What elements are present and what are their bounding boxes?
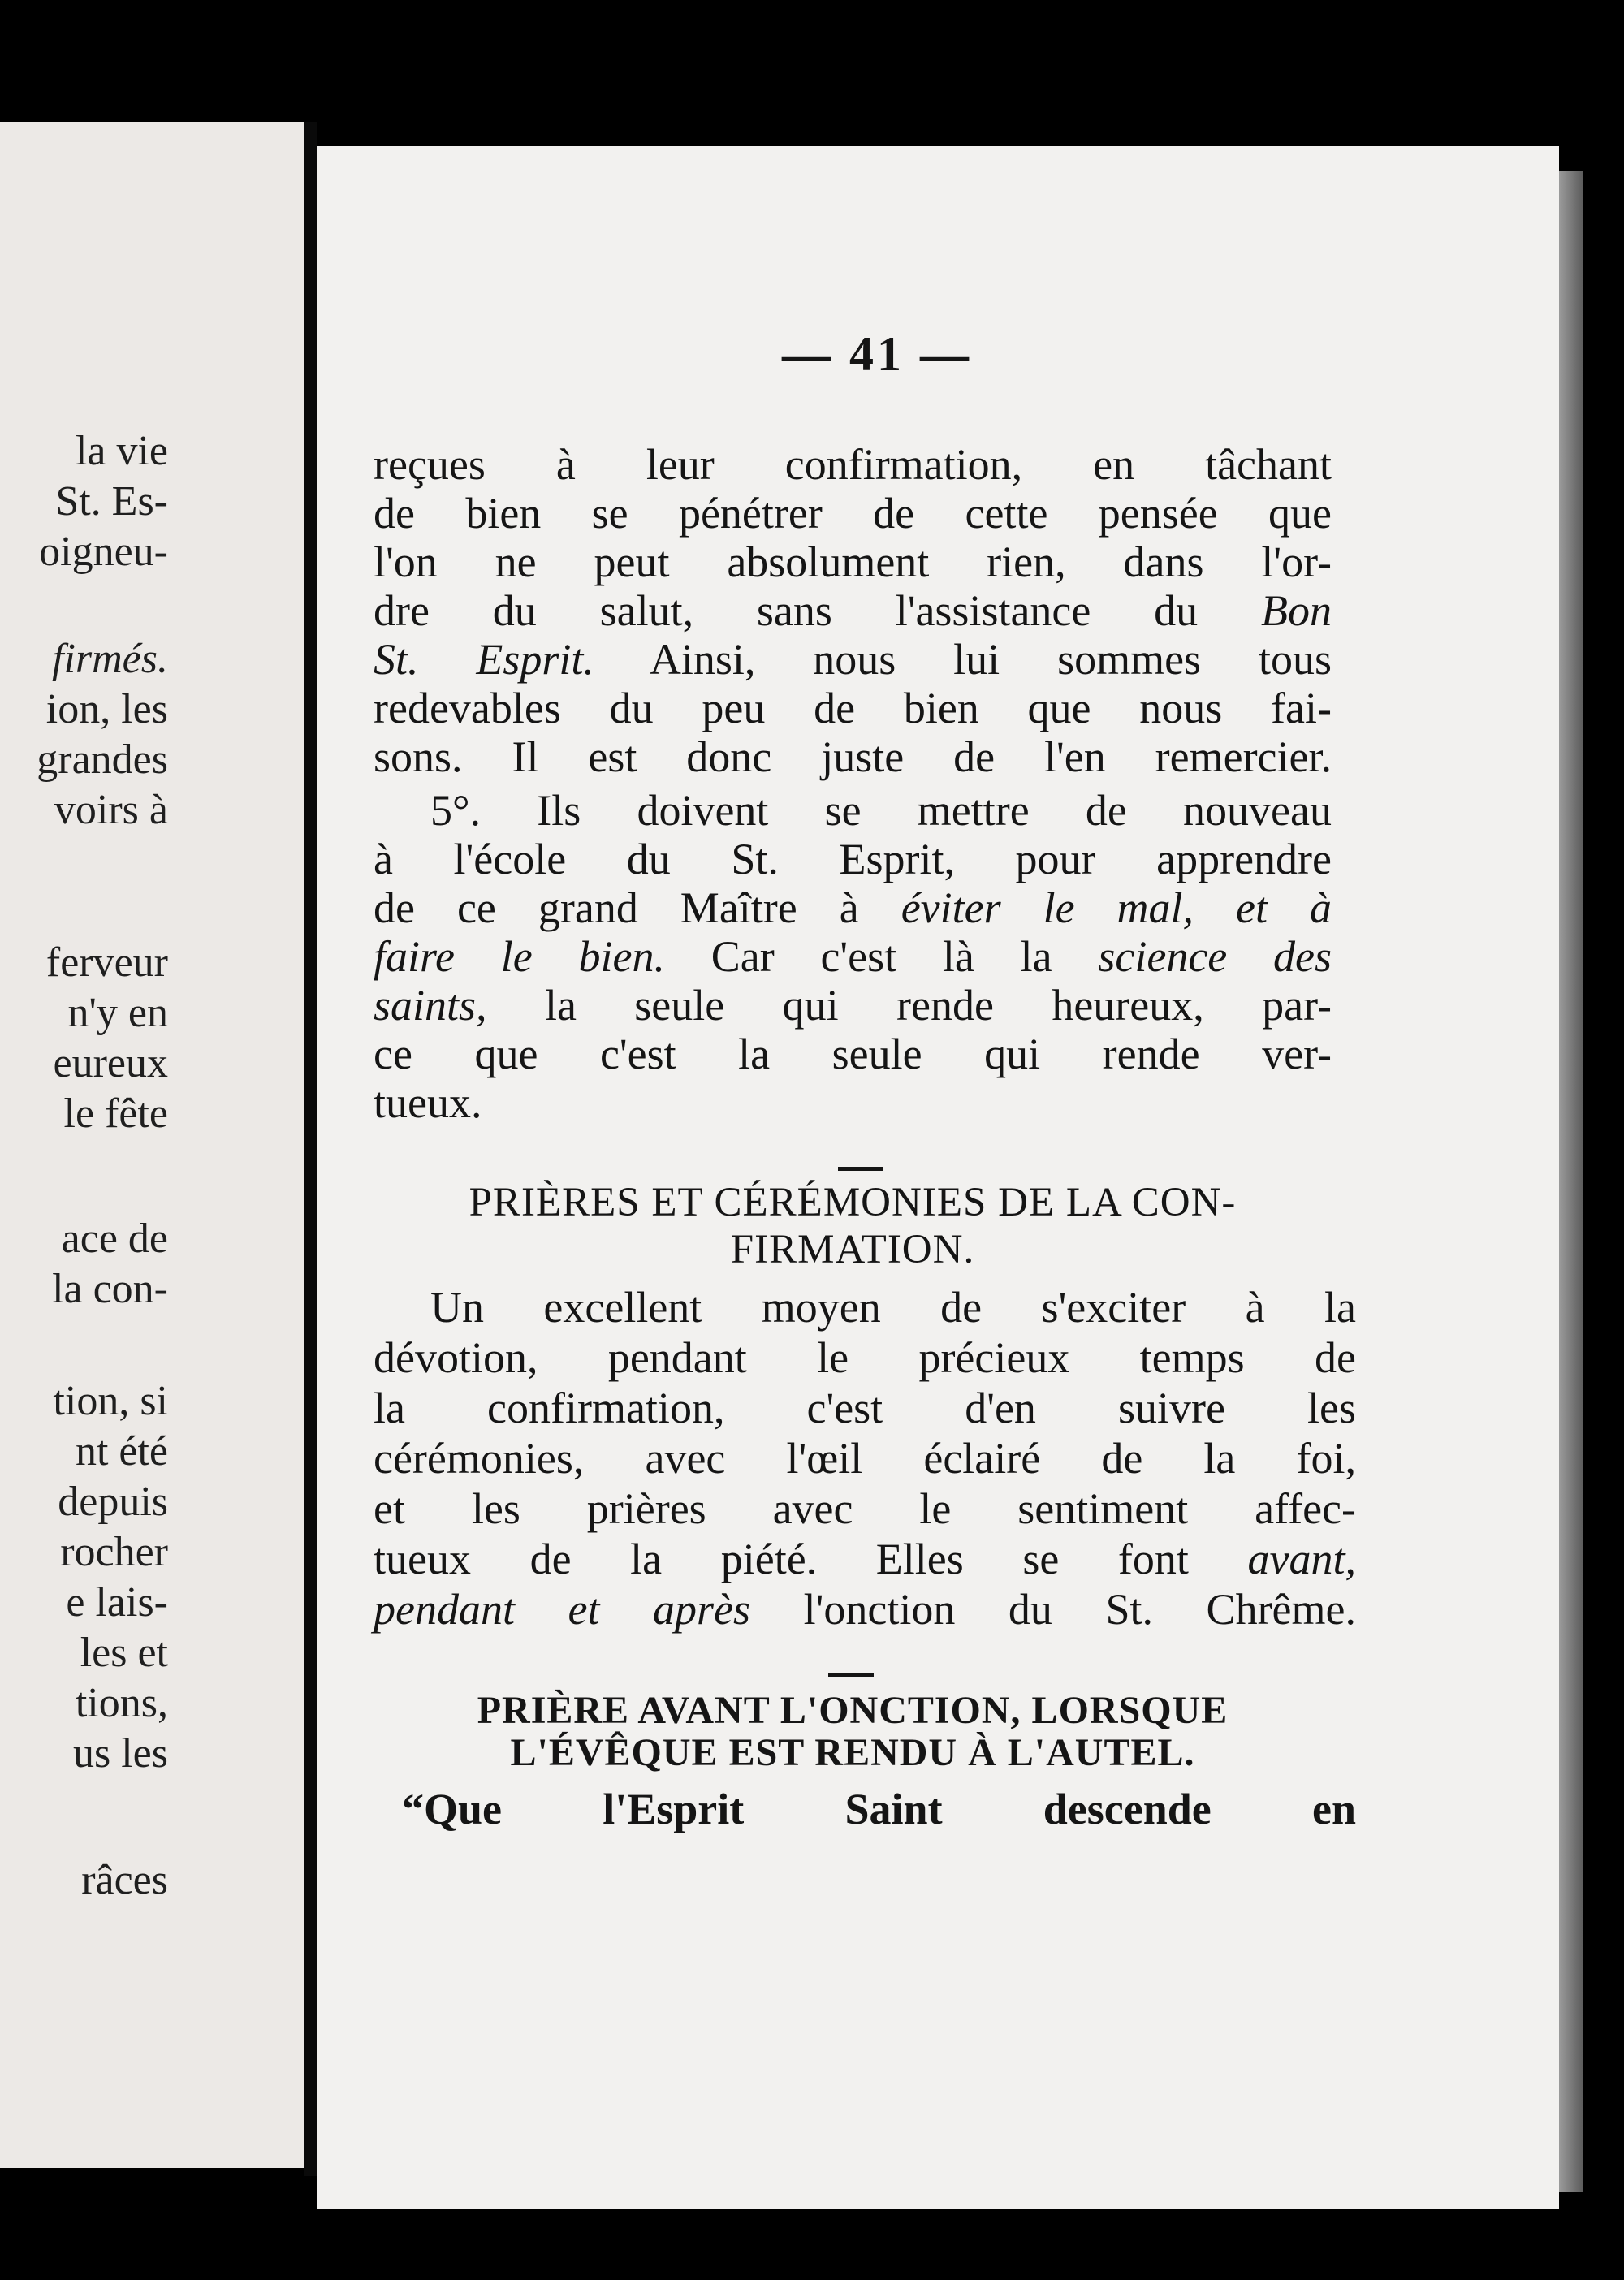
text-span: tueux de la piété. Elles se font — [374, 1535, 1189, 1583]
left-fragment: tions, — [75, 1680, 168, 1726]
italic-span: faire le bien. — [374, 932, 665, 981]
left-fragment: St. Es- — [55, 478, 168, 525]
italic-span: St. Esprit. — [374, 635, 594, 684]
left-fragment: us les — [73, 1730, 168, 1777]
text-line: “Que l'Esprit Saint descende en — [402, 1785, 1356, 1833]
page-number: — 41 — — [782, 327, 972, 381]
italic-span: saints, — [374, 981, 487, 1030]
left-fragment: nt été — [75, 1428, 168, 1475]
text-line: sons. Il est donc juste de l'en remercier. — [374, 732, 1332, 781]
left-fragment: ace de — [61, 1216, 168, 1262]
left-fragment: rocher — [60, 1529, 168, 1575]
left-fragment: ion, les — [45, 686, 168, 732]
left-fragment: la vie — [75, 428, 168, 474]
italic-span: avant, — [1247, 1535, 1357, 1583]
text-span: de ce grand Maître à — [374, 883, 859, 932]
text-line — [374, 883, 1332, 932]
text-line — [374, 932, 1332, 981]
text-line — [374, 635, 1332, 684]
text-line: dévotion, pendant le précieux temps de — [374, 1333, 1356, 1382]
text-span: dre du salut, sans l'assistance du — [374, 586, 1199, 635]
section-heading: L'ÉVÊQUE EST RENDU À L'AUTEL. — [510, 1731, 1195, 1774]
page-edge — [1559, 171, 1583, 2192]
left-fragment: râces — [81, 1857, 168, 1903]
italic-span: éviter le mal, et à — [901, 883, 1332, 932]
left-fragment: les et — [80, 1630, 168, 1676]
left-fragment: voirs à — [54, 787, 168, 833]
text-line: et les prières avec le sentiment affec- — [374, 1484, 1356, 1533]
section-heading: PRIÈRES ET CÉRÉMONIES DE LA CON- — [469, 1180, 1237, 1225]
text-line — [374, 981, 1332, 1030]
text-line: redevables du peu de bien que nous fai- — [374, 684, 1332, 732]
text-line: cérémonies, avec l'œil éclairé de la foi, — [374, 1434, 1356, 1483]
text-line — [374, 1585, 1356, 1634]
italic-span: science des — [1098, 932, 1332, 981]
left-fragment: tion, si — [53, 1378, 168, 1424]
italic-span: pendant et après — [374, 1585, 751, 1634]
text-line: 5°. Ils doivent se mettre de nouveau — [430, 786, 1332, 835]
left-fragment: grandes — [37, 736, 168, 783]
text-line: l'on ne peut absolument rien, dans l'or- — [374, 538, 1332, 586]
text-line: la confirmation, c'est d'en suivre les — [374, 1384, 1356, 1432]
text-line: reçues à leur confirmation, en tâchant — [374, 440, 1332, 489]
left-fragment: le fête — [63, 1090, 168, 1137]
left-fragment: firmés. — [52, 636, 168, 682]
section-heading: FIRMATION. — [730, 1227, 975, 1272]
text-line: Un excellent moyen de s'exciter à la — [430, 1283, 1356, 1332]
text-span: la seule qui rende heureux, par- — [544, 981, 1332, 1030]
text-span: l'onction du St. Chrême. — [803, 1585, 1356, 1634]
left-fragment: depuis — [58, 1479, 168, 1525]
section-rule — [828, 1673, 874, 1677]
left-fragment: e lais- — [66, 1579, 168, 1626]
left-fragment: la con- — [52, 1266, 168, 1312]
left-fragment: n'y en — [67, 990, 168, 1036]
text-line: de bien se pénétrer de cette pensée que — [374, 489, 1332, 538]
left-fragment: oigneu- — [39, 529, 168, 575]
italic-span: Bon — [1261, 586, 1332, 635]
section-heading: PRIÈRE AVANT L'ONCTION, LORSQUE — [477, 1689, 1229, 1732]
text-span: Ainsi, nous lui sommes tous — [649, 635, 1332, 684]
section-rule — [838, 1167, 883, 1171]
text-line — [374, 1535, 1356, 1583]
right-page — [317, 146, 1559, 2209]
text-line: à l'école du St. Esprit, pour apprendre — [374, 835, 1332, 883]
left-page — [0, 122, 304, 2168]
text-line: ce que c'est la seule qui rende ver- — [374, 1030, 1332, 1078]
book-gutter — [304, 122, 317, 2176]
left-fragment: eureux — [53, 1040, 168, 1086]
text-span: Car c'est là la — [710, 932, 1052, 981]
text-line: tueux. — [374, 1078, 482, 1127]
left-fragment: ferveur — [45, 939, 168, 986]
text-line — [374, 586, 1332, 635]
